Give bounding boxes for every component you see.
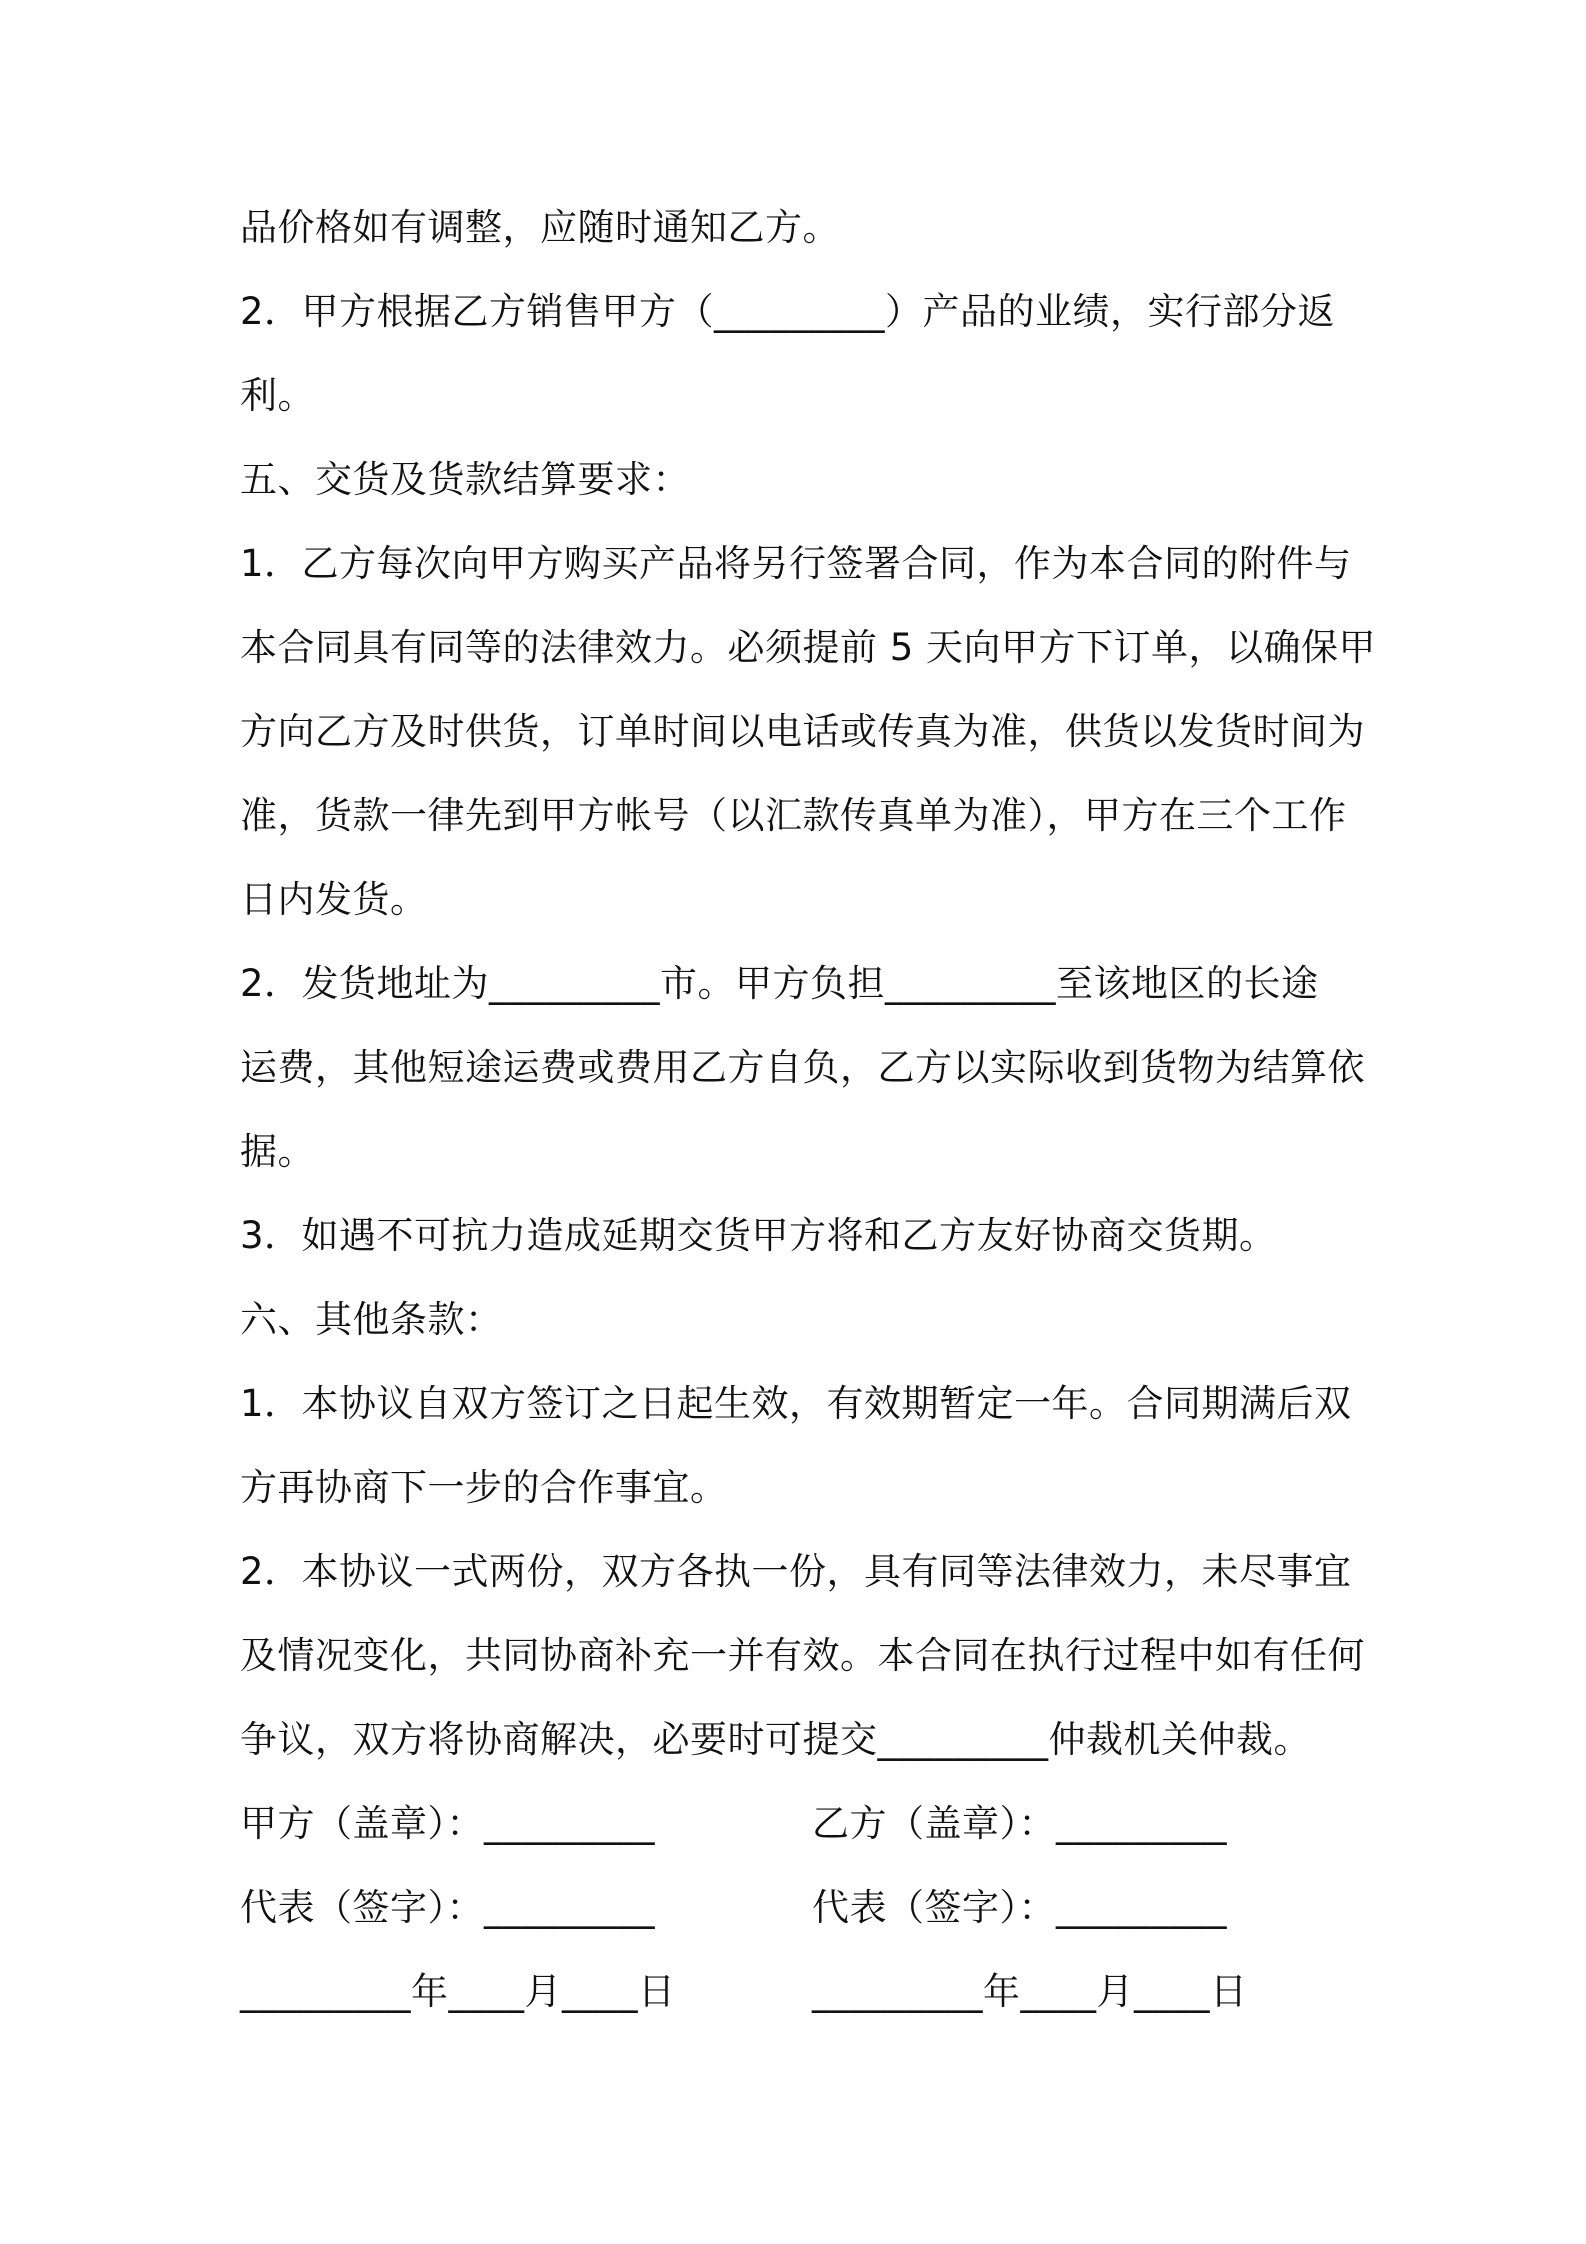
paragraph-line: 1．乙方每次向甲方购买产品将另行签署合同，作为本合同的附件与: [240, 542, 1352, 585]
paragraph-line: 2．甲方根据乙方销售甲方（_________）产品的业绩，实行部分返: [240, 290, 1336, 333]
paragraph-line: 3．如遇不可抗力造成延期交货甲方将和乙方友好协商交货期。: [240, 1214, 1277, 1257]
paragraph-line: 方再协商下一步的合作事宜。: [240, 1466, 728, 1509]
party-a-representative-field: 代表（签字）：_________: [240, 1886, 655, 1929]
paragraph-line: 1．本协议自双方签订之日起生效，有效期暂定一年。合同期满后双: [240, 1382, 1352, 1425]
paragraph-line: 及情况变化，共同协商补充一并有效。本合同在执行过程中如有任何: [240, 1634, 1365, 1677]
party-a-date-field: _________年____月____日: [240, 1970, 676, 2013]
paragraph-line: 品价格如有调整，应随时通知乙方。: [240, 206, 840, 249]
section-heading: 六、其他条款：: [240, 1298, 503, 1341]
paragraph-line: 准，货款一律先到甲方帐号（以汇款传真单为准），甲方在三个工作: [240, 794, 1347, 837]
party-a-seal-field: 甲方（盖章）：_________: [240, 1802, 655, 1845]
paragraph-line: 利。: [240, 374, 315, 417]
party-b-date-field: _________年____月____日: [812, 1970, 1248, 2013]
paragraph-line: 运费，其他短途运费或费用乙方自负，乙方以实际收到货物为结算依: [240, 1046, 1365, 1089]
paragraph-line: 据。: [240, 1130, 315, 1173]
paragraph-line: 本合同具有同等的法律效力。必须提前 5 天向甲方下订单，以确保甲: [240, 626, 1377, 669]
party-b-seal-field: 乙方（盖章）：_________: [812, 1802, 1227, 1845]
paragraph-line: 方向乙方及时供货，订单时间以电话或传真为准，供货以发货时间为: [240, 710, 1365, 753]
paragraph-line: 2．本协议一式两份，双方各执一份，具有同等法律效力，未尽事宜: [240, 1550, 1352, 1593]
party-b-representative-field: 代表（签字）：_________: [812, 1886, 1227, 1929]
paragraph-line: 日内发货。: [240, 878, 428, 921]
paragraph-line: 争议，双方将协商解决，必要时可提交_________仲裁机关仲裁。: [240, 1718, 1311, 1761]
section-heading: 五、交货及货款结算要求：: [240, 458, 690, 501]
paragraph-line: 2．发货地址为_________市。甲方负担_________至该地区的长途: [240, 962, 1319, 1005]
